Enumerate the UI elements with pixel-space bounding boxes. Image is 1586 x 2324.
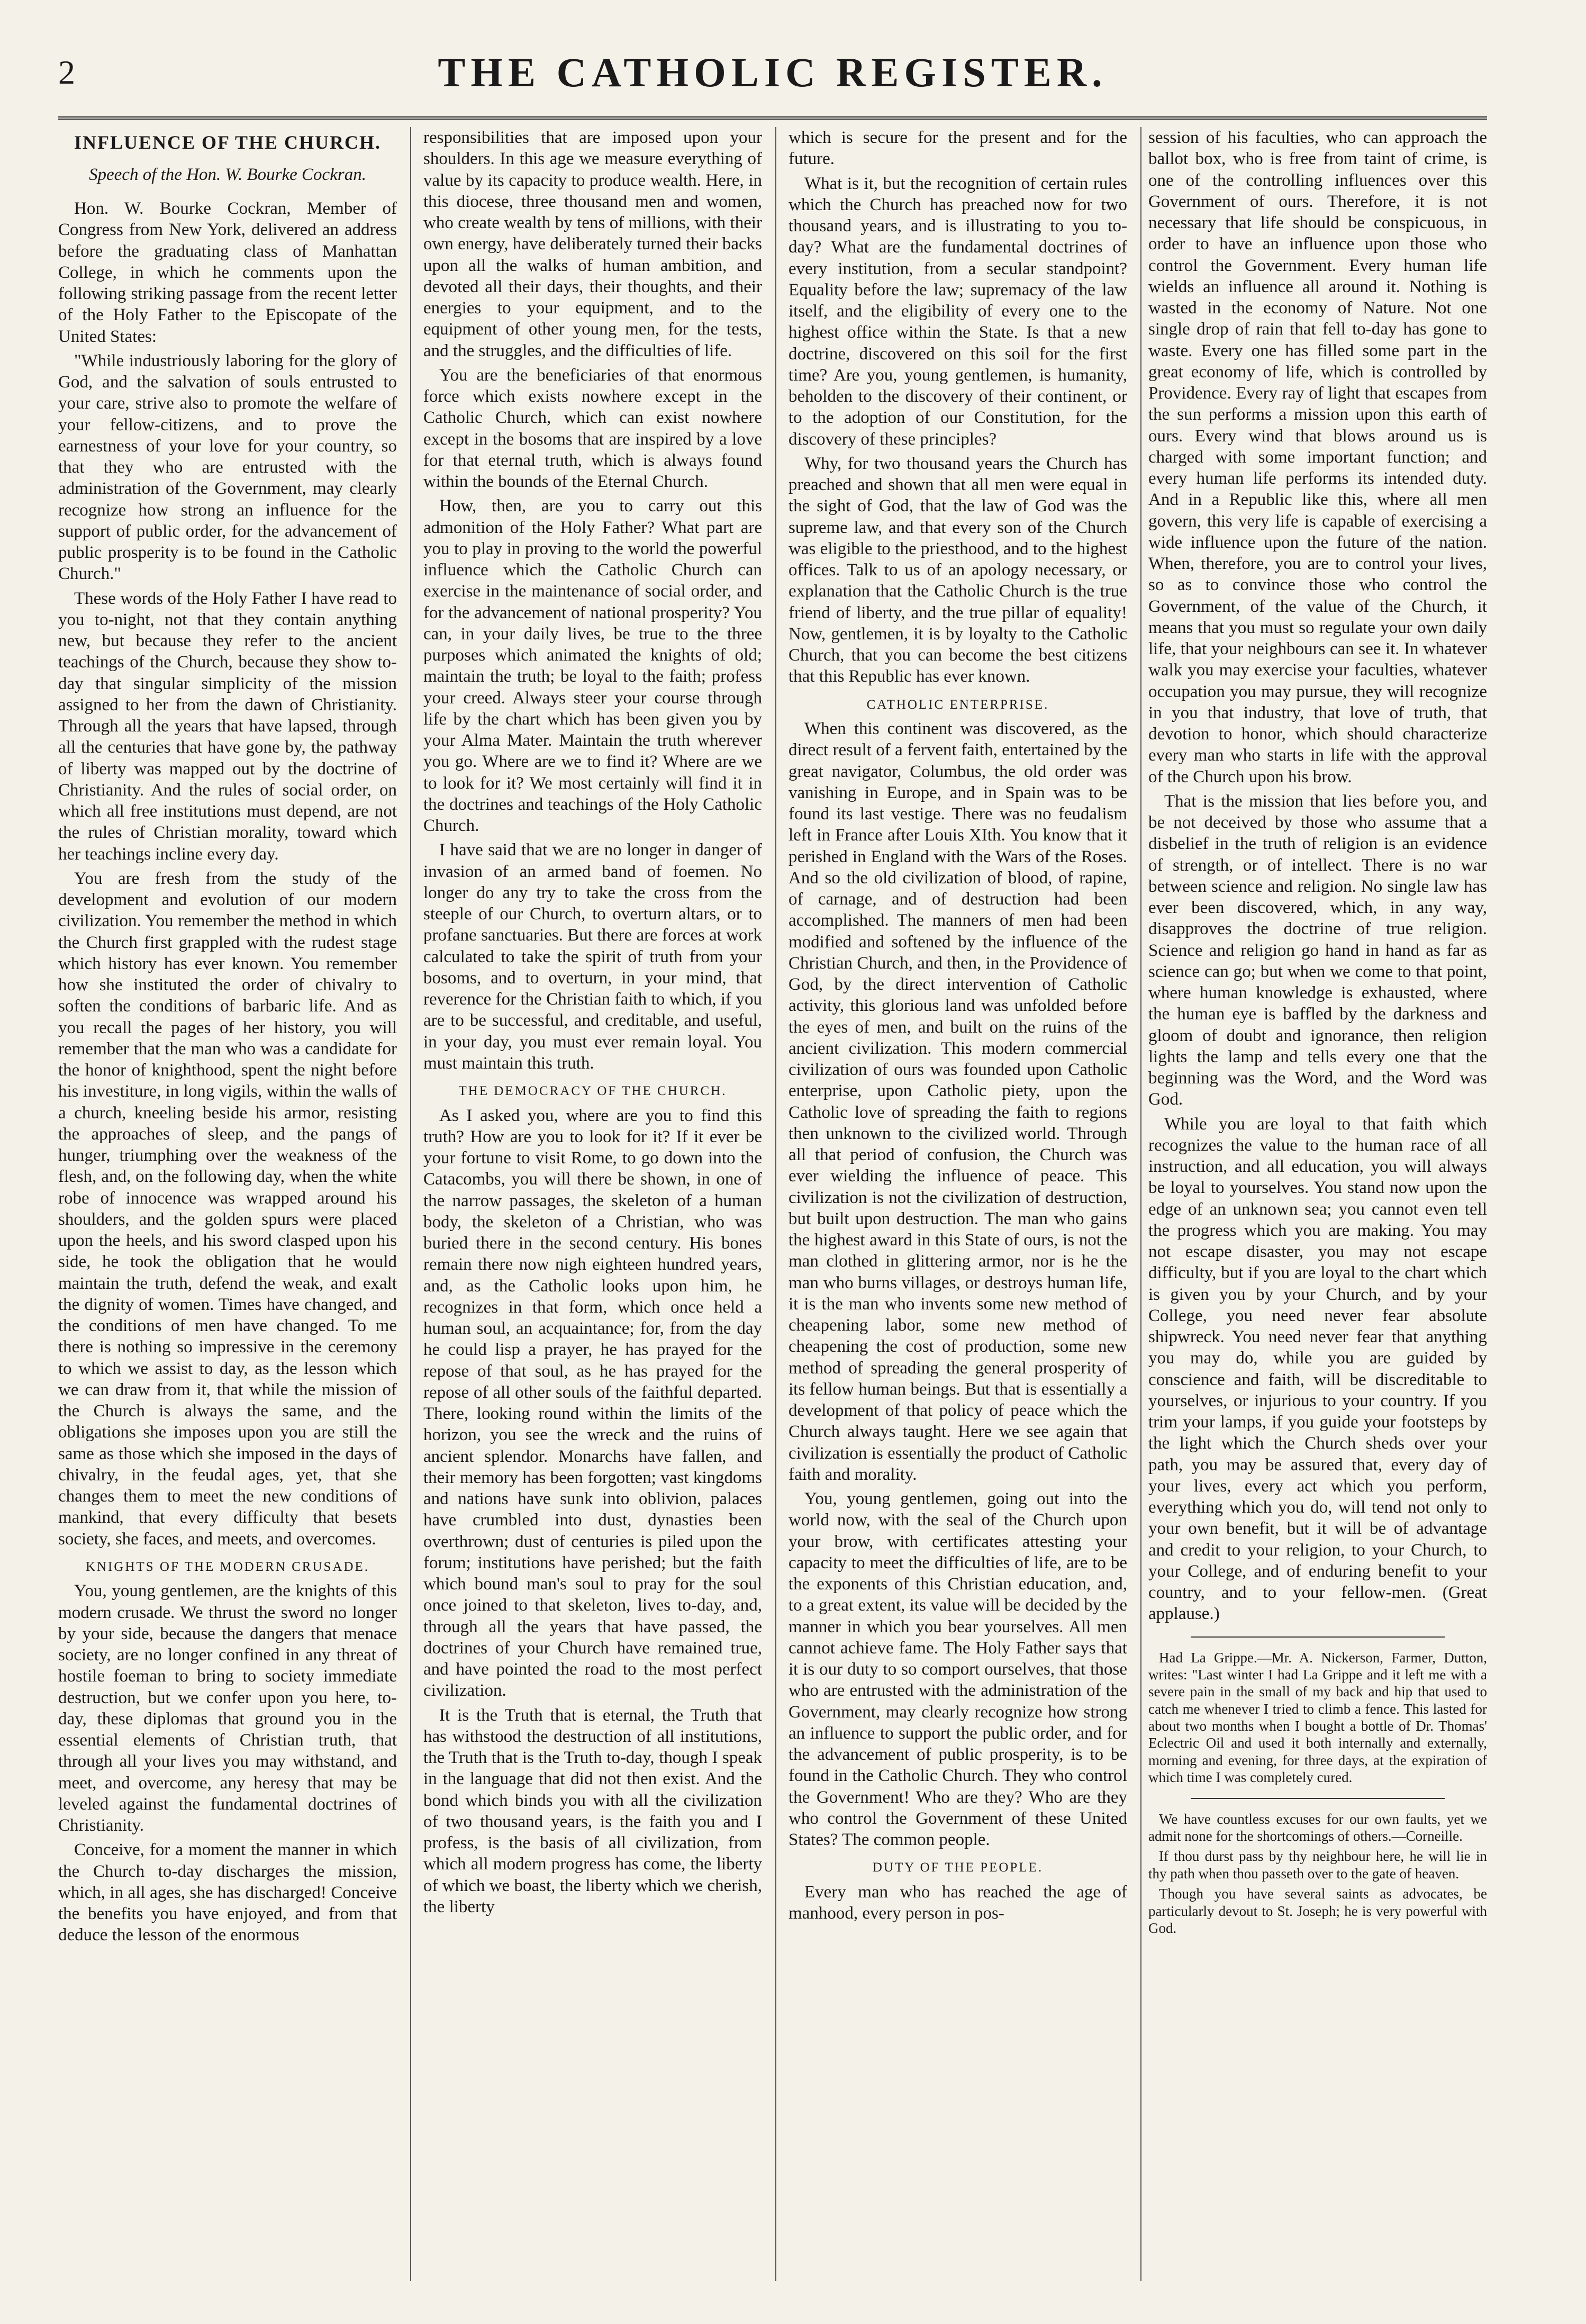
section-heading: KNIGHTS OF THE MODERN CRUSADE. [85, 1559, 370, 1574]
column-rule [410, 127, 411, 2281]
article-subhead: Speech of the Hon. W. Bourke Cockran. [89, 165, 366, 184]
paragraph: Conceive, for a moment the manner in which the Church to-day discharges the mission, which, in all ages, she has discharged! Conceive the benefits you have enjoyed, and from that deduce the lesson of the enormous [58, 1840, 397, 1945]
column-4 [1148, 127, 1487, 2281]
paragraph: You are the beneficiaries of that enormous force which exists nowhere except in the Catholic Church, which can exist nowhere except in the bosoms that are inspired by a love for that eternal truth, which is always found within the bounds of the Eternal Church. [423, 365, 762, 491]
filler-text: If thou durst pass by thy neighbour here, he will lie in thy path when thou passeth over to the gate of heaven. [1148, 1848, 1487, 1882]
paragraph: These words of the Holy Father I have read to you to-night, not that they contain anything new, but because they refer to the ancient teachings of the Church, because they show to-day that singular simplicity of the mission assigned to her from the dawn of Christianity. Through all the years that have lapsed, through all the centuries that have gone by, the pathway of liberty was mapped out by the doctrine of Christianity. And the rules of social order, on which all free institutions must depend, are not the rules of Christian morality, toward which her teachings incline every day. [58, 589, 397, 864]
page-header [58, 37, 1487, 120]
filler-text: Though you have several saints as advocates, be particularly devout to St. Joseph; he is very powerful with God. [1148, 1886, 1487, 1936]
paragraph: As I asked you, where are you to find this truth? How are you to look for it? If it ever be your fortune to visit Rome, to go down into the Catacombs, you will there be shown, in one of the narrow passages, the skeleton of a human body, the skeleton of a Christian, who was buried there in the second century. His bones remain there now nigh eighteen hundred years, and, as the Catholic looks upon him, he recognizes in that form, which once held a human soul, an acquaintance; for, from the day he could lisp a prayer, he has prayed for the repose of that soul, as he has prayed for the repose of all other souls of the faithful departed. There, looking round within the limits of the horizon, you see the wreck and the ruins of ancient splendor. Monarchs have fallen, and their memory has been forgotten; vast kingdoms and nations have sunk into oblivion, palaces have crumbled into dust, dynasties been overthrown; dust of centuries is piled upon the forum; institutions have perished; but the faith which bound man's soul to pray for the soul once joined to that skeleton, lives to-day, and, through all the years that have passed, the doctrines of your Church have remained true, and have pointed the road to the most perfect civilization. [423, 1106, 762, 1701]
paragraph: Why, for two thousand years the Church has preached and shown that all men were equal in the sight of God, that the law of God was the supreme law, and that every son of the Church was eligible to the priesthood, and to the highest offices. Talk to us of an apology necessary, or explanation that the Catholic Church is the true friend of liberty, and the true pillar of equality! Now, gentlemen, it is by loyalty to the Catholic Church, that you can become the best citizens that this Republic has ever known. [789, 454, 1127, 686]
paragraph: responsibilities that are imposed upon your shoulders. In this age we measure everything of value by its capacity to produce wealth. Here, in this diocese, three thousand men and women, who create wealth by tens of millions, with their own energy, have deliberately turned their backs upon all the walks of human ambition, and devoted all their days, their thoughts, and their energies to your equipment, and to the equipment of other young men, for the tests, and the struggles, and the difficulties of life. [423, 128, 762, 360]
article-headline: INFLUENCE OF THE CHURCH. [74, 132, 382, 153]
paragraph: which is secure for the present and for the future. [789, 128, 1127, 169]
column-2 [423, 127, 762, 2281]
column-3 [789, 127, 1127, 2281]
paragraph: While you are loyal to that faith which recognizes the value to the human race of all instruction, and all education, you will always be loyal to yourselves. You stand now upon the edge of an unknown sea; you cannot even tell the progress which you are making. You may not escape disaster, you may not escape difficulty, but if you are loyal to the chart which is given you by your Church, and by your College, you need never fear absolute shipwreck. You need never fear that anything you may do, while you are guided by conscience and faith, will be discreditable to yourselves, or injurious to your country. If you trim your lamps, if you guide your footsteps by the light which the Church sheds over your path, you may be assured that, every day of your lives, every act which you perform, everything which you do, will tend not only to your own benefit, but it will be of advantage and credit to your religion, to your Church, to your College, and of enduring benefit to your country, and to your fellow-men. (Great applause.) [1148, 1114, 1487, 1624]
article-columns [58, 127, 1487, 2281]
paragraph: "While industriously laboring for the glory of God, and the salvation of souls entrusted to your care, strive also to promote the welfare of your fellow-citizens, and to prove the earnestness of your love for your country, so that they who are entrusted with the administration of the Government, may clearly recognize how strong an influence for the support of public order, for the advancement of public prosperity is to be found in the Catholic Church." [58, 351, 397, 584]
paragraph: session of his faculties, who can approach the ballot box, who is free from taint of crime, is one of the controlling influences over this Government of ours. Therefore, it is not necessary that life should be conspicuous, in order to have an influence upon those who control the Government. Every human life wields an influence all around it. Nothing is wasted in the economy of Nature. Not one single drop of rain that fell to-day has gone to waste. Every one has filled some part in the great economy of life, which is controlled by Providence. Every ray of light that escapes from the sun performs a mission upon this earth of ours. Every wind that blows around us is charged with some important function; and every human life performs its intended duty. And in a Republic like this, where all men govern, this very life is capable of exercising a wide influence upon the future of the nation. When, therefore, you are to control your lives, so as to convince those who control the Government, of the value of the Church, it means that you must so regulate your own daily life, that your neighbours can see it. In whatever walk you may exercise your faculties, whatever occupation you may pursue, they will recognize in you that industry, that love of truth, that devotion to honor, which should characterize every man who starts in life with the approval of the Church upon his brow. [1148, 128, 1487, 786]
paragraph: You are fresh from the study of the development and evolution of our modern civilization. You remember the method in which the Church first grappled with the rudest stage which history has ever known. You remember how she instituted the order of chivalry to soften the conditions of barbaric life. And as you recall the pages of her history, you will remember that the man who was a candidate for the honor of knighthood, spent the night before his investiture, in long vigils, within the walls of a church, kneeling beside his armor, resisting the approaches of sleep, and the pangs of hunger, triumphing over the weakness of the flesh, and, on the following day, when the white robe of innocence was wrapped around his shoulders, and the golden spurs were placed upon the heels, and his sword clasped upon his side, he took the obligation that he would maintain the truth, defend the weak, and exalt the dignity of women. Times have changed, and the conditions of men have changed. To me there is nothing so impressive in the ceremony to which we assist to day, as the lesson which we can draw from it, that while the mission of the Church is always the same, and the obligations she imposes upon you are still the same as those which she imposed in the days of chivalry, in the feudal ages, yet, that she changes them to meet the new conditions of mankind, that every difficulty that besets society, she faces, and meets, and overcomes. [58, 869, 397, 1549]
paragraph: What is it, but the recognition of certain rules which the Church has preached now for two thousand years, and is illustrating to you to-day? What are the fundamental doctrines of every institution, from a secular standpoint? Equality before the law; supremacy of the law itself, and the eligibility of every one to the highest office within the State. Is that a new doctrine, discovered on this soil for the first time? Are you, young gentlemen, is humanity, beholden to the discovery of their continent, or to the adoption of our Constitution, for the discovery of these principles? [789, 174, 1127, 449]
paragraph: You, young gentlemen, are the knights of this modern crusade. We thrust the sword no longer by your side, because the dangers that menace society, are no longer confined in any threat of hostile foeman to bring to society immediate destruction, but we confer upon you here, to-day, these diplomas that ground you in the essential elements of Christian truth, that through all your lives you may withstand, and meet, and overcome, any heresy that may be leveled against the fundamental doctrines of Christianity. [58, 1581, 397, 1835]
paragraph: It is the Truth that is eternal, the Truth that has withstood the destruction of all institutions, the Truth that is the Truth to-day, though I speak in the language that did not then exist. And the bond which binds you with all the civilization of two thousand years, is the faith you and I profess, is the basis of all civilization, from which all modern progress has come, the liberty of which we boast, the liberty which we cherish, the liberty [423, 1705, 762, 1916]
divider [1191, 1636, 1445, 1638]
page-number: 2 [58, 53, 75, 91]
column-1 [58, 127, 397, 2281]
advertisement [1148, 1649, 1487, 1786]
paragraph: Every man who has reached the age of manhood, every person in pos- [789, 1882, 1127, 1923]
column-rule [775, 127, 776, 2281]
divider [1191, 1798, 1445, 1799]
filler-text: We have countless excuses for our own faults, yet we admit none for the shortcomings of others.—Corneille. [1148, 1811, 1487, 1844]
paragraph: When this continent was discovered, as the direct result of a fervent faith, entertained by the great navigator, Columbus, the old order was vanishing in Europe, and in Spain was to be found its last vestige. There was no feudalism left in France after Louis XIth. You know that it perished in England with the Wars of the Roses. And so the old civilization of blood, of rapine, of carnage, and of destruction had been accomplished. The manners of men had been modified and softened by the influence of the Christian Church, and then, in the Providence of God, by the direct intervention of Catholic activity, this glorious land was unfolded before the eyes of men, and built on the ruins of the ancient civilization. This modern commercial civilization of ours was founded upon Catholic enterprise, upon Catholic piety, upon the Catholic love of spreading the faith to regions then unknown to the civilized world. Through all that period of confusion, the Church was ever wielding the influence of peace. This civilization is not the civilization of destruction, but built upon destruction. The man who gains the highest award in this State of ours, is not the man clothed in glittering armor, nor is he the man who burns villages, or destroys human life, it is the man who invents some new method of cheapening labor, some new method of cheapening the cost of production, some new method of spreading the general prosperity of its fellow human beings. But that is essentially a development of that policy of peace which the Church always taught. Here we see again that civilization is essentially the product of Catholic faith and morality. [789, 719, 1127, 1484]
section-heading: THE DEMOCRACY OF THE CHURCH. [458, 1084, 727, 1098]
filler-items [1148, 1811, 1487, 1937]
column-rule [1140, 127, 1141, 2281]
section-heading: CATHOLIC ENTERPRISE. [866, 697, 1049, 712]
paragraph: That is the mission that lies before you, and be not deceived by those who assume that a disbelief in the truth of religion is an evidence of strength, or of intellect. There is no war between science and religion. No single law has ever been discovered, which, in any way, disapproves the doctrine of true religion. Science and religion go hand in hand as far as science can go; but when we come to that point, where human knowledge is exhausted, where the human eye is baffled by the darkness and gloom of doubt and ignorance, then religion lights the lamp and tells every one that the beginning was the Word, and the Word was God. [1148, 791, 1487, 1109]
paragraph: I have said that we are no longer in danger of invasion of an armed band of foemen. No longer do any try to take the cross from the steeple of our Church, to overturn altars, or to profane sanctuaries. But there are forces at work calculated to take the spirit of truth from your bosoms, and to overturn, in your mind, that reverence for the Christian faith to which, if you are to be successful, and creditable, and useful, in your day, you must ever remain loyal. You must maintain this truth. [423, 840, 762, 1073]
advert-text: Had La Grippe.—Mr. A. Nickerson, Farmer, Dutton, writes: "Last winter I had La Grippe and it left me with a severe pain in the small of my back and hip that used to catch me whenever I tried to climb a fence. This lasted for about two months when I bought a bottle of Dr. Thomas' Eclectric Oil and used it both internally and externally, morning and evening, for three days, at the expiration of which time I was completely cured. [1148, 1649, 1487, 1786]
paragraph: You, young gentlemen, going out into the world now, with the seal of the Church upon your brow, with certificates attesting your capacity to meet the difficulties of life, are to be the exponents of this Christian education, and, to a great extent, its value will be decided by the manner in which you bear yourselves. All men cannot achieve fame. The Holy Father says that it is our duty to so comport ourselves, that those who are entrusted with the administration of the Government, may clearly recognize how strong an influence to support the public order, and for the advancement of public prosperity, is to be found in the Catholic Church. They who control the Government! Who are they? Who are they who control the Government of these United States? The common people. [789, 1489, 1127, 1849]
section-heading: DUTY OF THE PEOPLE. [872, 1860, 1044, 1875]
newspaper-title: THE CATHOLIC REGISTER. [438, 49, 1108, 95]
paragraph: How, then, are you to carry out this admonition of the Holy Father? What part are you to play in proving to the world the powerful influence which the Catholic Church can exercise in the maintenance of social order, and for the advancement of national prosperity? You can, in your daily lives, be true to the three purposes which animated the knights of old; maintain the truth; be loyal to the faith; profess your creed. Always steer your course through life by the chart which has been given you by your Alma Mater. Maintain the truth wherever you go. Where are we to find it? Where are we to look for it? We most certainly will find it in the doctrines and teachings of the Holy Catholic Church. [423, 496, 762, 835]
paragraph: Hon. W. Bourke Cockran, Member of Congress from New York, delivered an address before the graduating class of Manhattan College, in which he comments upon the following striking passage from the recent letter of the Holy Father to the Episcopate of the United States: [58, 199, 397, 346]
newspaper-page [58, 37, 1487, 2292]
